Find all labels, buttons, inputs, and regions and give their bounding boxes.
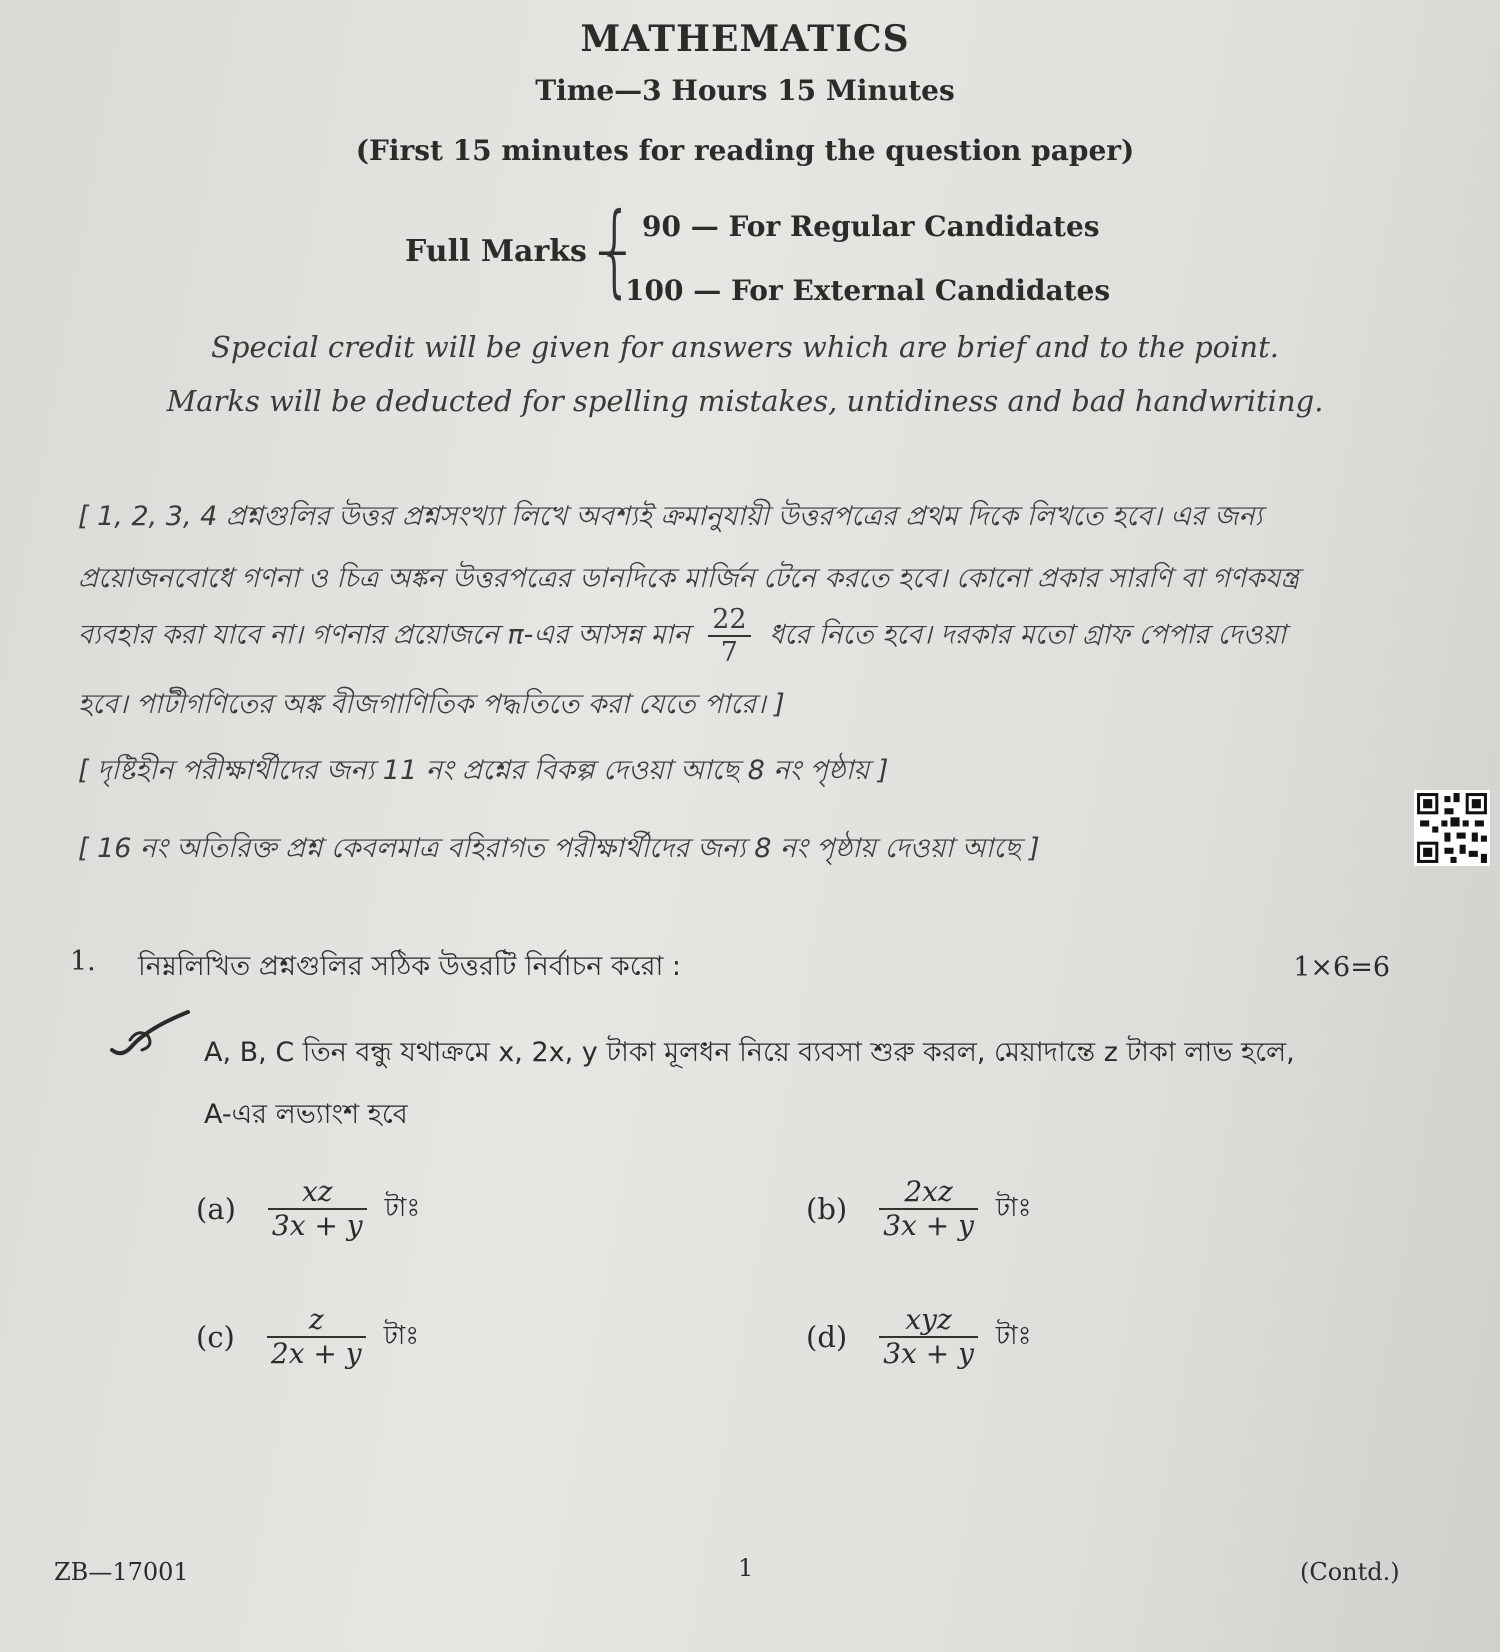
option-c-fraction (267, 1304, 366, 1370)
option-c-label: (c) (196, 1320, 235, 1355)
option-c-denominator: 2x + y (270, 1337, 362, 1371)
option-a-numerator: xz (268, 1176, 367, 1210)
pi-fraction (708, 604, 750, 668)
option-c-unit: টাঃ (383, 1321, 420, 1352)
option-d-fraction (879, 1304, 978, 1370)
option-b-fraction (879, 1176, 978, 1242)
option-d-unit: টাঃ (995, 1321, 1032, 1352)
deduction-note: Marks will be deducted for spelling mistakes, untidiness and bad handwriting. (166, 384, 1324, 418)
question-number: 1. (70, 946, 96, 977)
question-marks: 1×6=6 (1293, 952, 1390, 983)
paper-code: ZB—17001 (54, 1558, 189, 1586)
qr-code-icon (1414, 790, 1490, 866)
full-marks-label: Full Marks — (405, 234, 628, 269)
option-a-fraction (268, 1176, 367, 1242)
special-credit-note: Special credit will be given for answers which are brief and to the point. (211, 330, 1279, 364)
option-a (196, 1176, 420, 1242)
sub-question-text-1: A, B, C তিন বন্ধু যথাক্রমে x, 2x, y টাকা মূলধন নিয়ে ব্যবসা শুরু করল, মেয়াদান্তে z টাকা লাভ হলে, (204, 1037, 1295, 1068)
option-b-unit: টাঃ (995, 1193, 1032, 1224)
instruction-line-2: প্রয়োজনবোধে গণনা ও চিত্র অঙ্কন উত্তরপত্রের ডানদিকে মার্জিন টেনে করতে হবে। কোনো প্রকার সারণি বা গণকযন্ত্র (78, 563, 1300, 594)
pi-denominator: 7 (720, 637, 738, 669)
option-a-label: (a) (196, 1192, 236, 1227)
external-candidates-note: [ 16 নং অতিরিক্ত প্রশ্ন কেবলমাত্র বহিরাগত পরীক্ষার্থীদের জন্য 8 নং পৃষ্ঠায় দেওয়া আছে ] (78, 833, 1040, 864)
instruction-line-3-pre: ব্যবহার করা যাবে না। গণনার প্রয়োজনে π-এর আসন্ন মান (78, 619, 690, 651)
option-c (196, 1304, 419, 1370)
continued-note: (Contd.) (1300, 1558, 1400, 1586)
option-d-label: (d) (806, 1320, 848, 1355)
paper-title: MATHEMATICS (580, 18, 910, 60)
option-d (806, 1304, 1031, 1370)
marks-brace: { (603, 191, 626, 308)
option-b-label: (b) (806, 1192, 848, 1227)
option-b (806, 1176, 1031, 1242)
option-b-numerator: 2xz (879, 1176, 978, 1210)
instruction-line-4: হবে। পাটীগণিতের অঙ্ক বীজগাণিতিক পদ্ধতিতে করা যেতে পারে। ] (78, 689, 785, 720)
blind-candidates-note: [ দৃষ্টিহীন পরীক্ষার্থীদের জন্য 11 নং প্রশ্নের বিকল্প দেওয়া আছে 8 নং পৃষ্ঠায় ] (78, 755, 889, 786)
option-a-denominator: 3x + y (271, 1209, 363, 1243)
option-d-numerator: xyz (879, 1304, 978, 1338)
handwritten-tick-mark (108, 1006, 198, 1066)
page-number: 1 (738, 1554, 754, 1582)
instruction-line-3 (78, 604, 1398, 668)
instruction-line-3-post: ধরে নিতে হবে। দরকার মতো গ্রাফ পেপার দেওয়া (769, 619, 1287, 651)
sub-question-text-2: A-এর লভ্যাংশ হবে (204, 1099, 408, 1130)
option-c-numerator: z (267, 1304, 366, 1338)
pi-numerator: 22 (708, 604, 750, 637)
reading-time-note: (First 15 minutes for reading the question paper) (355, 134, 1135, 167)
option-a-unit: টাঃ (384, 1193, 421, 1224)
option-b-denominator: 3x + y (883, 1209, 974, 1243)
marks-regular: 90 — For Regular Candidates (642, 210, 1100, 243)
option-d-denominator: 3x + y (883, 1337, 974, 1371)
time-allowed: Time—3 Hours 15 Minutes (535, 74, 955, 107)
marks-external: 100 — For External Candidates (625, 274, 1111, 307)
question-text: নিম্নলিখিত প্রশ্নগুলির সঠিক উত্তরটি নির্বাচন করো : (138, 951, 682, 982)
instruction-line-1: [ 1, 2, 3, 4 প্রশ্নগুলির উত্তর প্রশ্নসংখ্যা লিখে অবশ্যই ক্রমানুযায়ী উত্তরপত্রের প্রথম দিকে লিখতে হবে। এর জন্য (78, 501, 1263, 532)
